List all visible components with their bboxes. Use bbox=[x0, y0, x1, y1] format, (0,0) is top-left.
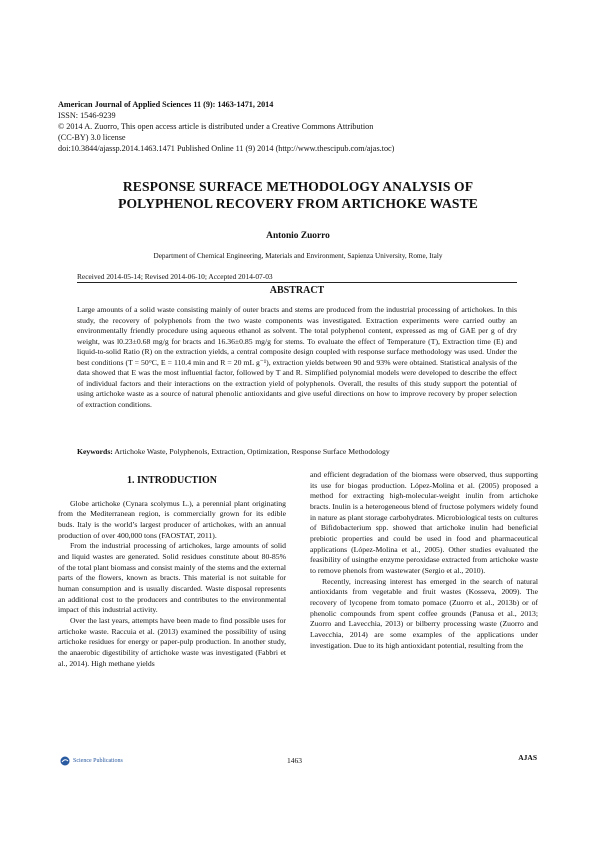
keywords-label: Keywords: bbox=[77, 447, 113, 456]
right-column bbox=[310, 470, 538, 651]
publisher-name: Science Publications bbox=[73, 758, 123, 764]
intro-paragraph-1: Globe artichoke (Cynara scolymus L.), a perennial plant originating from the Mediterranean region, is commercially grown for its edible buds. Italy is the world’s largest producer of artichokes, with an annual production of over 400,000 tons (FAOSTAT, 2011). bbox=[58, 498, 286, 540]
intro-paragraph-4: and efficient degradation of the biomass were observed, thus supporting its use for biogas production. López-Molina et al. (2005) proposed a method for extracting high-molecular-weight inulin from artichoke bracts. Inulin is a heterogeneous blend of fructose polymers widely found in nature as plant storage carbohydrates. Microbiological tests on cultures of Bifidobacterium spp. showed that artichoke inulin had beneficial prebiotic properties and could be used in food and pharmaceutical applications (López-Molina et al., 2005). Other studies evaluated the feasibility of usingthe enzyme peroxidase extracted from artichoke waste to remove phenols from wastewater (Sergio et al., 2010). bbox=[310, 470, 538, 575]
left-column bbox=[58, 470, 286, 669]
author-name: Antonio Zuorro bbox=[266, 231, 330, 241]
doi-line: doi:10.3844/ajassp.2014.1463.1471 Published Online 11 (9) 2014 (http://www.thescipub.com/ajas.toc) bbox=[58, 144, 395, 153]
issn: ISSN: 1546-9239 bbox=[58, 111, 116, 120]
intro-paragraph-3: Over the last years, attempts have been made to find possible uses for artichoke waste. Raccuia et al. (2013) examined the possibility of using artichoke residues for energy or paper-pulp production. In another study, the anaerobic digestibility of artichoke waste was investigated (Fabbri et al., 2014). High methane yields bbox=[58, 615, 286, 668]
publisher-logo bbox=[60, 756, 123, 766]
intro-paragraph-5: Recently, increasing interest has emerged in the search of natural antioxidants from vegetable and fruit wastes (Kosseva, 2009). The recovery of lycopene from tomato pomace (Zuorro et al., 2013b) or of phenolic compounds from spent coffee grounds (Panusa et al., 2013; Zuorro and Lavecchia, 2013) or bilberry processing waste (Zuorro and Lavecchia, 2014) are some examples of the applications under investigation. Due to its high antioxidant potential, resulting from the bbox=[310, 576, 538, 650]
journal-citation: American Journal of Applied Sciences 11 (9): 1463-1471, 2014 bbox=[58, 100, 274, 109]
abstract-body: Large amounts of a solid waste consisting mainly of outer bracts and stems are produced from the industrial processing of artichokes. In this study, the recovery of polyphenols from the two waste components was investigated. Extraction experiments were carried outby an environmentally friendly procedure using aqueous ethanol as solvent. The total polyphenol content, expressed as mg of GAE per g of dry weight, was l0.23±0.68 mg/g for bracts and 16.36±0.85 mg/g for stems. To evaluate the effect of Temperature (T), Extraction time (E) and liquid-to-solid Ratio (R) on the extraction yields, a central composite design coupled with response surface methodology was used. Under the best conditions (T = 50°C, E = 110.4 min and R = 20 mL g⁻¹), extraction yields between 90 and 93% were obtained. Statistical analysis of the data showed that E was the most influential factor, followed by T and R. Simplified polynomial models were developed to describe the effect of individual factors and their interactions on the extraction yield of polyphenols. Overall, the results of this study support the potential of using artichoke waste as a source of natural phenolic antioxidants and give useful directions on how to improve recovery by proper selection of extraction conditions. bbox=[77, 305, 517, 409]
paper-title bbox=[58, 178, 538, 212]
submission-dates: Received 2014-05-14; Revised 2014-06-10; Accepted 2014-07-03 bbox=[77, 272, 273, 281]
abstract-heading: ABSTRACT bbox=[269, 285, 325, 296]
intro-paragraph-2: From the industrial processing of artichokes, large amounts of solid and liquid wastes are generated. Solid residues constitute about 80-85% of the total plant biomass and consist mainly of the stems and the external parts of the flowers, known as bracts. This material is not suitable for human consumption and is usually discarded. Waste disposal represents an additional cost to the producers and contributes to the environmental impact of this industrial activity. bbox=[58, 541, 286, 615]
journal-abbreviation: AJAS bbox=[518, 753, 537, 762]
publisher-logo-icon bbox=[60, 756, 70, 766]
keywords-list: Artichoke Waste, Polyphenols, Extraction, Optimization, Response Surface Methodology bbox=[114, 447, 390, 456]
page-number: 1463 bbox=[287, 756, 302, 765]
keywords-line bbox=[77, 447, 517, 456]
license: (CC-BY) 3.0 license bbox=[58, 133, 126, 142]
title-line-1: RESPONSE SURFACE METHODOLOGY ANALYSIS OF bbox=[122, 179, 474, 194]
title-line-2: POLYPHENOL RECOVERY FROM ARTICHOKE WASTE bbox=[118, 196, 478, 211]
author-affiliation: Department of Chemical Engineering, Materials and Environment, Sapienza University, Rome, Italy bbox=[153, 252, 443, 260]
journal-metadata bbox=[58, 99, 538, 154]
divider-rule bbox=[77, 282, 517, 283]
section-heading-introduction: 1. INTRODUCTION bbox=[126, 475, 217, 486]
copyright-notice: © 2014 A. Zuorro, This open access article is distributed under a Creative Commons Attribution bbox=[58, 122, 374, 131]
